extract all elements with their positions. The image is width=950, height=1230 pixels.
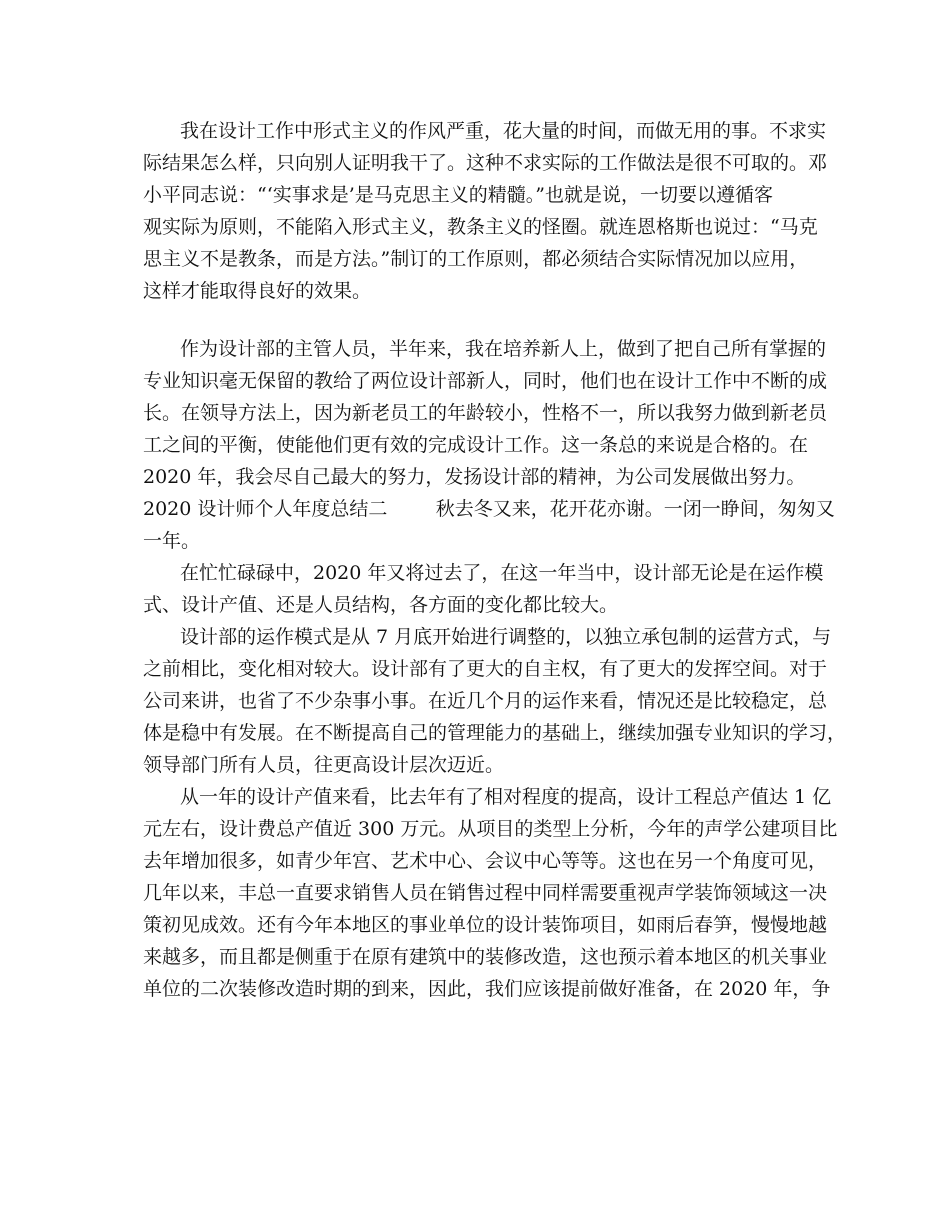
- text-line: 长。在领导方法上，因为新老员工的年龄较小，性格不一，所以我努力做到新老员: [143, 402, 828, 424]
- text-line: 思主义不是教条，而是方法。”制订的工作原则，都必须结合实际情况加以应用，: [143, 248, 809, 270]
- text-line: 去年增加很多，如青少年宫、艺术中心、会议中心等等。这也在另一个角度可见，: [143, 850, 828, 872]
- text-line: 2020 年，我会尽自己最大的努力，发扬设计部的精神，为公司发展做出努力。: [143, 466, 806, 488]
- text-line: 设计部的运作模式是从 7 月底开始进行调整的，以独立承包制的运营方式，与: [180, 626, 832, 648]
- text-line: 工之间的平衡，使能他们更有效的完成设计工作。这一条总的来说是合格的。在: [143, 434, 809, 456]
- text-line: 在忙忙碌碌中，2020 年又将过去了，在这一年当中，设计部无论是在运作模: [180, 562, 824, 584]
- section-heading-line: 2020 设计师个人年度总结二 秋去冬又来，花开花亦谢。一闭一睁间，匆匆又: [143, 498, 835, 520]
- text-line: 来越多，而且都是侧重于在原有建筑中的装修改造，这也预示着本地区的机关事业: [143, 946, 828, 968]
- text-line: 观实际为原则，不能陷入形式主义，教条主义的怪圈。就连恩格斯也说过：“马克: [143, 216, 818, 238]
- text-line: 几年以来，丰总一直要求销售人员在销售过程中同样需要重视声学装饰领域这一决: [143, 882, 828, 904]
- text-line: 式、设计产值、还是人员结构，各方面的变化都比较大。: [143, 594, 619, 616]
- text-line: 际结果怎么样，只向别人证明我干了。这种不求实际的工作做法是很不可取的。邓: [143, 152, 828, 174]
- text-line: 这样才能取得良好的效果。: [143, 280, 372, 302]
- text-line: 专业知识毫无保留的教给了两位设计部新人，同时，他们也在设计工作中不断的成: [143, 370, 828, 392]
- text-line: 体是稳中有发展。在不断提高自己的管理能力的基础上，继续加强专业知识的学习，: [143, 722, 847, 744]
- text-line: 公司来讲，也省了不少杂事小事。在近几个月的运作来看，情况还是比较稳定，总: [143, 690, 828, 712]
- text-line: 作为设计部的主管人员，半年来，我在培养新人上，做到了把自己所有掌握的: [180, 338, 827, 360]
- text-line: 之前相比，变化相对较大。设计部有了更大的自主权，有了更大的发挥空间。对于: [143, 658, 828, 680]
- text-line: 我在设计工作中形式主义的作风严重，花大量的时间，而做无用的事。不求实: [180, 120, 827, 142]
- text-line: 从一年的设计产值来看，比去年有了相对程度的提高，设计工程总产值达 1 亿: [180, 786, 832, 808]
- text-line: 领导部门所有人员，往更高设计层次迈近。: [143, 754, 505, 776]
- text-line: 策初见成效。还有今年本地区的事业单位的设计装饰项目，如雨后春笋，慢慢地越: [143, 914, 828, 936]
- text-line: 一年。: [143, 530, 201, 552]
- text-line: 小平同志说：“‘实事求是’是马克思主义的精髓。”也就是说，一切要以遵循客: [143, 184, 774, 206]
- text-line: 元左右，设计费总产值近 300 万元。从项目的类型上分析，今年的声学公建项目比: [143, 818, 838, 840]
- text-line: 单位的二次装修改造时期的到来，因此，我们应该提前做好准备，在 2020 年，争: [143, 978, 831, 1000]
